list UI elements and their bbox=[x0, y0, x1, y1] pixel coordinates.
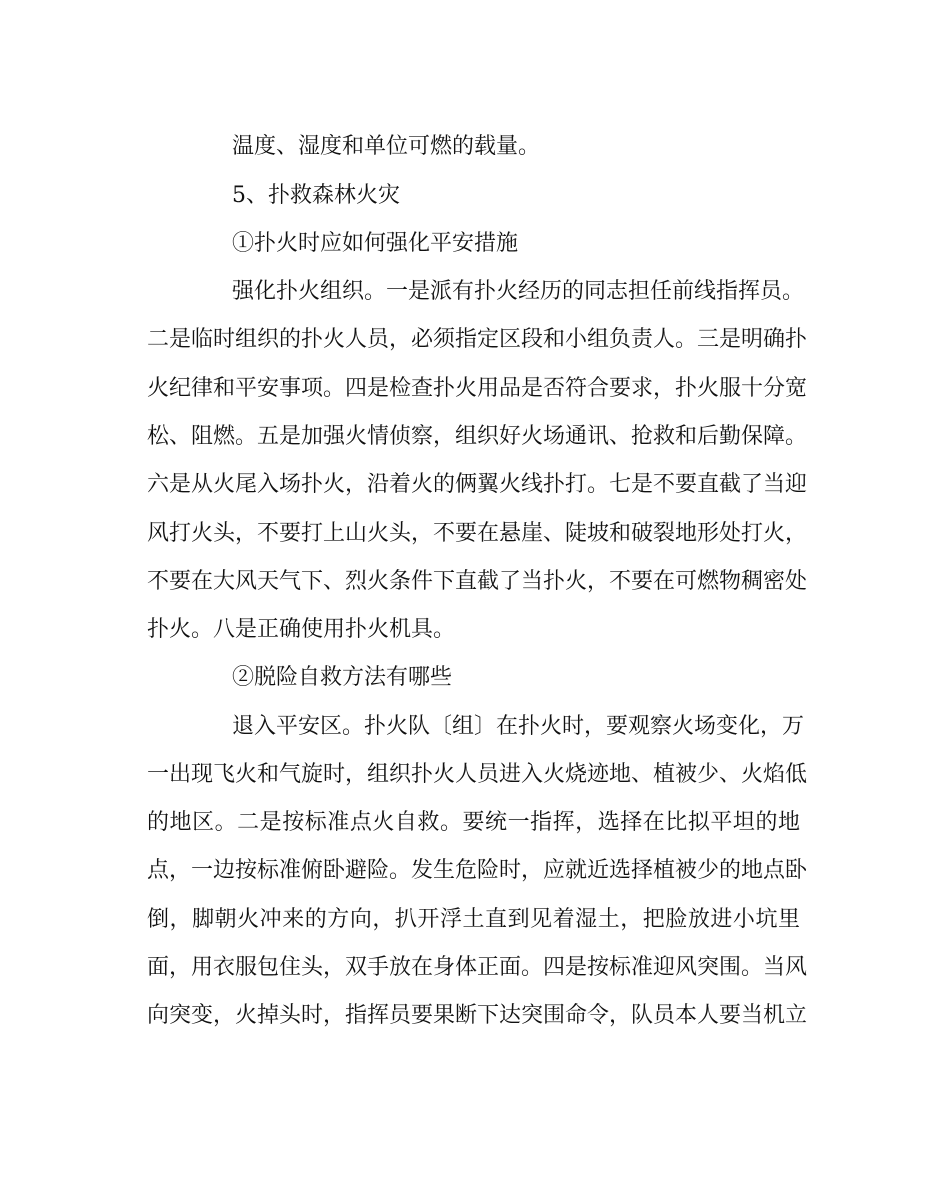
paragraph-1-line-6: 风打火头，不要打上山火头，不要在悬崖、陡坡和破裂地形处打火， bbox=[147, 521, 808, 546]
paragraph-2-line-1: 退入平安区。扑火队〔组〕在扑火时，要观察火场变化，万 bbox=[232, 714, 805, 739]
paragraph-1-line-5: 六是从火尾入场扑火，沿着火的俩翼火线扑打。七是不要直截了当迎 bbox=[147, 472, 808, 497]
paragraph-1-line-7: 不要在大风天气下、烈火条件下直截了当扑火，不要在可燃物稠密处 bbox=[147, 569, 808, 594]
paragraph-1-line-1: 强化扑火组织。一是派有扑火经历的同志担任前线指挥员。 bbox=[232, 279, 805, 304]
paragraph-2-line-3: 的地区。二是按标准点火自救。要统一指挥，选择在比拟平坦的地 bbox=[147, 810, 800, 835]
paragraph-2-line-7: 向突变，火掉头时，指挥员要果断下达突围命令，队员本人要当机立 bbox=[147, 1003, 808, 1028]
paragraph-2-line-2: 一出现飞火和气旋时，组织扑火人员进入火烧迹地、植被少、火焰低 bbox=[147, 762, 808, 787]
paragraph-2-line-4: 点，一边按标准俯卧避险。发生危险时，应就近选择植被少的地点卧 bbox=[147, 858, 808, 883]
paragraph-2-line-6: 面，用衣服包住头，双手放在身体正面。四是按标准迎风突围。当风 bbox=[147, 955, 808, 980]
subsection-heading-1: ①扑火时应如何强化平安措施 bbox=[232, 231, 519, 256]
paragraph-2-line-5: 倒，脚朝火冲来的方向，扒开浮土直到见着湿土，把脸放进小坑里 bbox=[147, 907, 800, 932]
paragraph-1-line-3: 火纪律和平安事项。四是检查扑火用品是否符合要求，扑火服十分宽 bbox=[147, 376, 808, 401]
subsection-heading-2: ②脱险自救方法有哪些 bbox=[232, 665, 453, 690]
section-heading: 5、扑救森林火灾 bbox=[232, 183, 400, 208]
paragraph-1-line-4: 松、阻燃。五是加强火情侦察，组织好火场通讯、抢救和后勤保障。 bbox=[147, 424, 808, 449]
text-line-continuation: 温度、湿度和单位可燃的载量。 bbox=[232, 134, 541, 159]
paragraph-1-line-2: 二是临时组织的扑火人员，必须指定区段和小组负责人。三是明确扑 bbox=[147, 327, 808, 352]
paragraph-1-line-8: 扑火。八是正确使用扑火机具。 bbox=[147, 617, 456, 642]
